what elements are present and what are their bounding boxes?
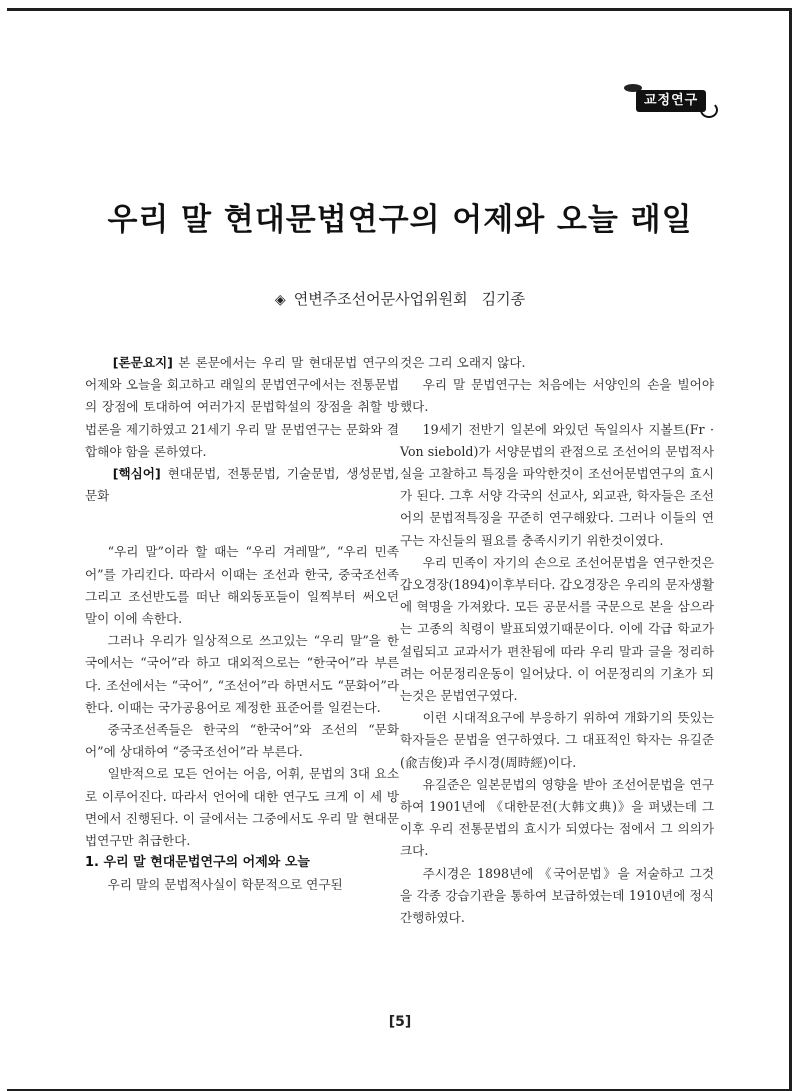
keywords bbox=[85, 463, 399, 507]
author-affiliation: 연변주조선어문사업위원회 bbox=[293, 290, 468, 308]
body-paragraph: 일반적으로 모든 언어는 어음, 어휘, 문법의 3대 요소로 이루어진다. 따라서 언어에 대한 연구도 크게 이 세 방면에서 진행된다. 이 글에서는 그중에서도 우리 말 현대문법연구만 취급한다. bbox=[85, 766, 399, 849]
section-badge bbox=[622, 84, 720, 114]
section-heading: 1. 우리 말 현대문법연구의 어제와 오늘 bbox=[85, 855, 310, 871]
right-border bbox=[789, 8, 792, 1091]
top-border bbox=[7, 8, 792, 11]
body-paragraph: 우리 민족이 자기의 손으로 조선어문법을 연구한것은 갑오경장(1894)이후부터다. 갑오경장은 우리의 문자생활에 혁명을 가져왔다. 모든 공문서를 국문으로 본을 삼으라는 고종의 칙령이 발표되였기때문이다. 이에 각급 학교가 설립되고 교과서가 편찬됨에 따라 우리 말과 글을 정리하려는 어문정리운동이 일어났다. 이 어문정리의 기초가 되는것은 문법연구였다. bbox=[400, 554, 714, 704]
keywords-label: [핵심어] bbox=[112, 466, 161, 482]
section-badge-label: 교정연구 bbox=[636, 90, 706, 112]
left-column bbox=[85, 352, 399, 897]
badge-swirl-icon bbox=[700, 102, 718, 118]
diamond-icon: ◈ bbox=[274, 292, 286, 308]
author-name: 김기종 bbox=[481, 290, 526, 308]
keywords-text: 현대문법, 전통문법, 기술문법, 생성문법, 문화 bbox=[85, 466, 399, 504]
body-paragraph: 우리 말의 문법적사실이 학문적으로 연구된 bbox=[107, 877, 343, 893]
right-column bbox=[400, 352, 714, 929]
article-title: 우리 말 현대문법연구의 어제와 오늘 래일 bbox=[107, 202, 693, 238]
body-paragraph: 우리 말 문법연구는 처음에는 서양인의 손을 빌어야 했다. bbox=[400, 377, 714, 415]
body-paragraph: 그러나 우리가 일상적으로 쓰고있는 “우리 말”을 한국에서는 “국어”라 하고 대외적으로는 “한국어”라 부른다. 조선에서는 “국어”, “조선어”라 하면서도 “문화어”라 한다. 이때는 국가공용어로 제정한 표준어를 일컫는다. bbox=[85, 633, 399, 715]
body-paragraph: 이런 시대적요구에 부응하기 위하여 개화기의 뜻있는 학자들은 문법을 연구하였다. 그 대표적인 학자는 유길준(兪吉俊)과 주시경(周時經)이다. bbox=[400, 710, 714, 770]
body-paragraph: 주시경은 1898년에 《국어문법》을 저술하고 그것을 각종 강습기관을 통하여 보급하였는데 1910년에 정식 간행하였다. bbox=[400, 865, 714, 926]
body-paragraph: 것은 그리 오래지 않다. bbox=[400, 355, 526, 370]
abstract-label: [론문요지] bbox=[112, 355, 173, 370]
body-paragraph: 유길준은 일본문법의 영향을 받아 조선어문법을 연구하여 1901년에 《대한문전(大韩文典)》을 펴냈는데 그이후 우리 전통문법의 효시가 되였다는 점에서 그 의의가 크다. bbox=[400, 776, 714, 859]
body-paragraph: “우리 말”이라 할 때는 “우리 겨레말”, “우리 민족어”를 가리킨다. 따라서 이때는 조선과 한국, 중국조선족 그리고 조선반도를 떠난 해외동포들이 일찍부터 써오던 말이 이에 속한다. bbox=[85, 544, 399, 627]
author-line bbox=[0, 288, 800, 309]
body-paragraph: 중국조선족들은 한국의 “한국어”와 조선의 “문화어”에 상대하여 “중국조선어”라 부른다. bbox=[85, 722, 399, 760]
spacer bbox=[85, 507, 399, 541]
abstract-text: 본 론문에서는 우리 말 현대문법 연구의 어제와 오늘을 회고하고 래일의 문법연구에서는 전통문법의 장점에 토대하여 여러가지 문법학설의 장점을 취할 방법론을 제기하였고 21세기 우리 말 문법연구는 문화와 결합해야 함을 론하였다. bbox=[85, 355, 399, 459]
abstract bbox=[85, 352, 399, 463]
page-number: [5] bbox=[388, 1014, 412, 1030]
body-paragraph: 19세기 전반기 일본에 와있던 독일의사 지볼트(Fr · Von siebold)가 서양문법의 관점으로 조선어의 문법적사실을 고찰하고 특징을 파악한것이 조선어문법연구의 효시가 된다. 그후 서양 각국의 선교사, 외교관, 학자들은 조선어의 문법적특징을 꾸준히 연구해왔다. 그러나 이들의 연구는 자신들의 필요를 충족시키기 위한것이였다. bbox=[400, 421, 714, 548]
